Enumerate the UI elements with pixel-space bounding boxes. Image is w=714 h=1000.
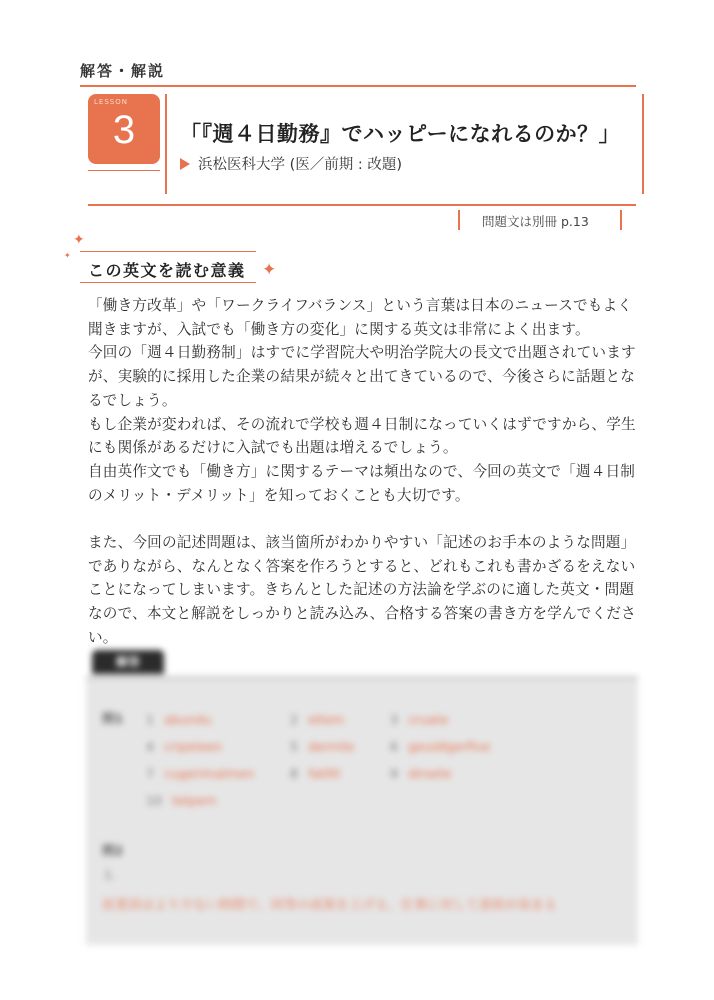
answer-item: 5 derrnte xyxy=(290,739,355,754)
answer-item: 9 dirsete xyxy=(390,766,452,781)
heading-rule-bottom xyxy=(80,282,256,283)
question-label: 問2 xyxy=(102,843,124,858)
answer-item: 2 eltem xyxy=(290,712,345,727)
answer-item: 7 cugerimalmen xyxy=(146,766,255,781)
section-body xyxy=(88,294,636,650)
reference-bar-right xyxy=(620,210,622,230)
answer-item: 1 abundu xyxy=(146,712,212,727)
source-text: 浜松医科大学 (医／前期 : 改題) xyxy=(198,157,403,173)
sub-question-number: 1. xyxy=(104,867,116,882)
lesson-underline xyxy=(88,170,160,171)
title-bar-left xyxy=(165,94,167,194)
header-rule-top xyxy=(80,85,636,87)
answer-tab: 解答 xyxy=(92,650,164,674)
lesson-number: 3 xyxy=(112,108,136,152)
paragraph-gap xyxy=(88,507,636,531)
lesson-title: 「『週４日勤務』でハッピーになれるのか？」 xyxy=(180,122,621,146)
sparkle-icon: ✦ xyxy=(73,232,85,248)
answer-item: 4 cripeleen xyxy=(146,739,223,754)
header-rule-bottom xyxy=(88,204,636,206)
lesson-word: LESSON xyxy=(94,98,128,106)
sparkle-icon: ✦ xyxy=(262,260,277,280)
title-bar-right xyxy=(642,94,644,194)
answer-item: 10 telpern xyxy=(146,793,217,808)
paragraph: 今回の「週４日勤務制」はすでに学習院大や明治学院大の長文で出題されていますが、実験的に採用した企業の結果が続々と出てきているので、今後さらに話題となるでしょう。 xyxy=(88,344,636,409)
answer-box xyxy=(86,676,638,945)
reference-text: 問題文は別冊 p.13 xyxy=(482,214,589,229)
answer-item: 3 cruate xyxy=(390,712,449,727)
section-label: 解答・解説 xyxy=(80,62,166,80)
source-line xyxy=(180,153,402,174)
heading-rule-top xyxy=(80,251,256,252)
answer-item: 8 fatlltl xyxy=(290,766,341,781)
paragraph: 「働き方改革」や「ワークライフバランス」という言葉は日本のニュースでもよく聞きますが、入試でも「働き方の変化」に関する英文は非常によく出ます。 xyxy=(88,297,633,338)
blurred-answer-panel xyxy=(86,650,638,942)
answer-item: 6 geuidlgerfive xyxy=(390,739,491,754)
paragraph: もし企業が変われば、その流れで学校も週４日制になっていくはずですから、学生にも関係があるだけに入試でも出題は増えるでしょう。 xyxy=(88,415,636,457)
triangle-bullet-icon xyxy=(180,158,190,170)
reference-bar-left xyxy=(458,210,460,230)
lesson-badge xyxy=(88,94,160,164)
paragraph: 自由英作文でも「働き方」に関するテーマは頻出なので、今回の英文で「週４日制のメリット・デメリット」を知っておくことも大切です。 xyxy=(88,462,636,504)
answer-text: 従業員はより少ない時間で、同等の成果を上げる、仕事に対して意欲が高まる xyxy=(102,898,557,913)
sparkle-small-icon: ✦ xyxy=(64,251,71,260)
section-heading: この英文を読む意義 xyxy=(88,261,246,280)
question-label: 問1 xyxy=(102,711,124,726)
paragraph: また、今回の記述問題は、該当箇所がわかりやすい「記述のお手本のような問題」でありながら、なんとなく答案を作ろうとすると、どれもこれも書かざるをえないことになってしまいます。きちんとした記述の方法論を学ぶのに適した英文・問題なので、本文と解説をしっかりと読み込み、合格する答案の書き方を学んでください。 xyxy=(88,534,636,646)
